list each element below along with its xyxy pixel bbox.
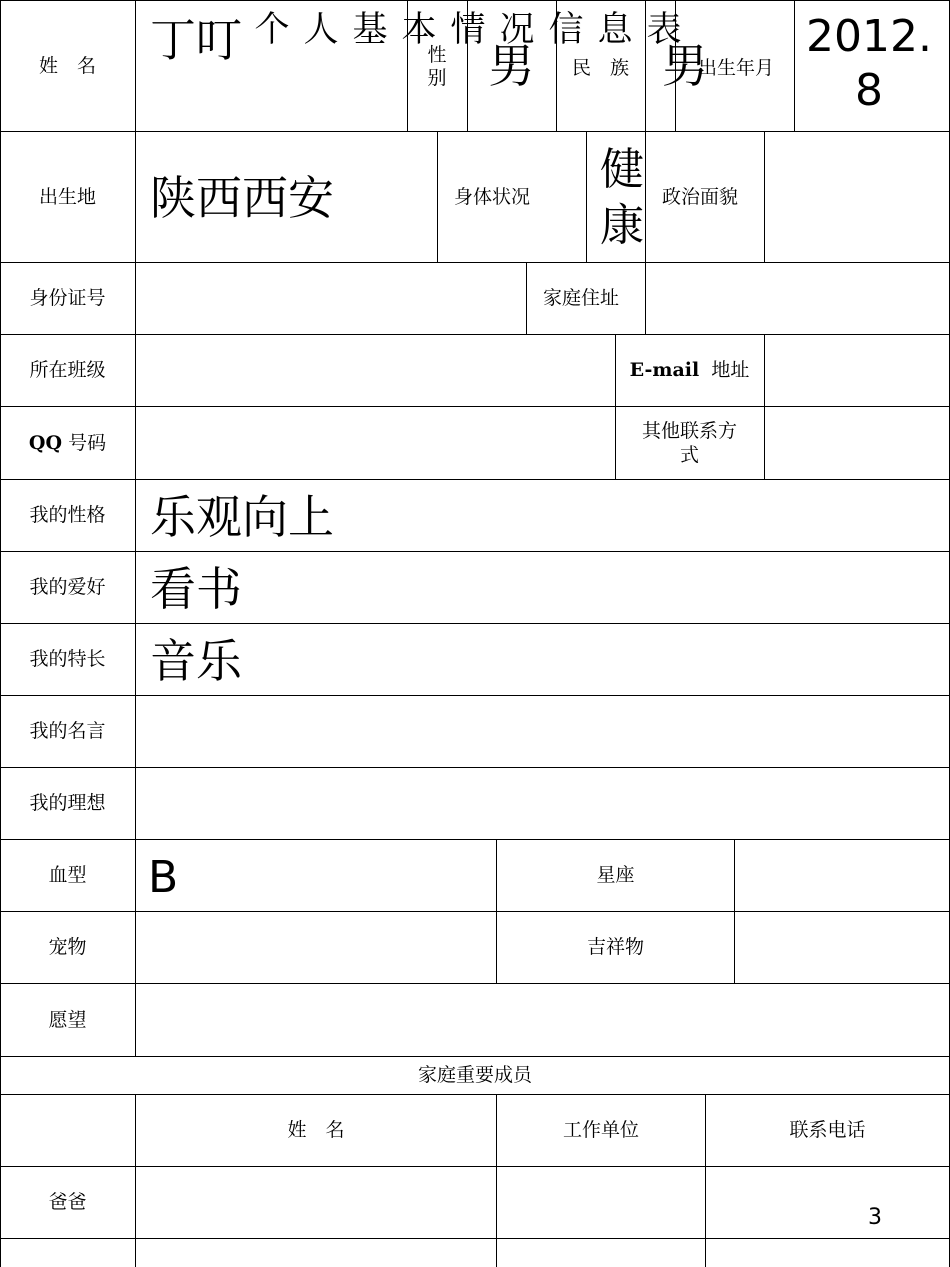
birth-value: 2012. 8 — [806, 11, 932, 116]
dream-value — [150, 767, 940, 839]
qq-label-prefix: QQ — [28, 431, 63, 454]
grid-line — [586, 131, 587, 262]
email-label — [615, 334, 764, 406]
grid-line — [0, 479, 950, 480]
grid-line — [135, 0, 136, 1056]
talent-value: 音乐 — [150, 634, 242, 688]
wish-label: 愿望 — [48, 1008, 87, 1031]
grid-line — [0, 623, 950, 624]
class-value — [136, 334, 615, 406]
grid-line — [0, 551, 950, 552]
health-label: 身体状况 — [453, 185, 530, 208]
ethnicity-value: 男 — [662, 39, 708, 93]
email-label-prefix: E-mail — [629, 359, 700, 381]
grid-line — [0, 1166, 950, 1167]
dream-label: 我的理想 — [29, 792, 106, 814]
talent-label: 我的特长 — [29, 648, 106, 670]
hobby-value: 看书 — [150, 562, 242, 616]
home-address-value — [646, 262, 949, 334]
blood-type-label: 血型 — [48, 864, 87, 886]
family-col-work: 工作单位 — [562, 1119, 639, 1141]
mascot-label: 吉祥物 — [586, 936, 644, 958]
pet-value — [136, 911, 496, 983]
birthplace-value: 陕西西安 — [150, 171, 334, 225]
id-number-label: 身份证号 — [29, 287, 106, 309]
wish-value — [150, 983, 940, 1056]
family-father-label: 爸爸 — [48, 1191, 87, 1213]
family-section-title: 家庭重要成员 — [417, 1064, 532, 1086]
birth-label: 出生年月 — [697, 57, 774, 79]
form-title: 个人基本情况信息表 — [254, 10, 696, 50]
grid-line — [0, 1238, 950, 1239]
class-label: 所在班级 — [29, 359, 106, 381]
zodiac-value — [735, 839, 949, 911]
political-label: 政治面貌 — [661, 185, 738, 208]
mascot-value — [735, 911, 949, 983]
id-number-value — [136, 262, 526, 334]
qq-label-text: 号码 — [68, 431, 107, 454]
family-col-name: 姓 名 — [287, 1119, 345, 1141]
hobby-label: 我的爱好 — [29, 576, 106, 598]
health-value: 健 康 — [600, 144, 644, 251]
motto-value — [150, 695, 940, 767]
family-col-phone: 联系电话 — [789, 1119, 866, 1141]
gender-value: 男 — [488, 39, 535, 93]
grid-line — [0, 0, 950, 1]
home-address-label: 家庭住址 — [542, 287, 619, 309]
ethnicity-label: 民 族 — [571, 57, 629, 79]
birthplace-label: 出生地 — [38, 185, 96, 208]
gender-label: 性 别 — [427, 44, 447, 89]
qq-label — [0, 406, 135, 479]
page-number: 3 — [868, 1205, 882, 1230]
email-value — [765, 334, 949, 406]
personality-value: 乐观向上 — [150, 490, 334, 544]
qq-value — [136, 406, 615, 479]
zodiac-label: 星座 — [596, 864, 635, 886]
name-value: 丁叮 — [150, 13, 242, 67]
other-contact-label: 其他联系方 式 — [641, 419, 737, 466]
pet-label: 宠物 — [48, 936, 87, 958]
political-value — [765, 131, 949, 262]
name-label: 姓 名 — [38, 54, 96, 77]
blood-type-value: B — [148, 852, 179, 903]
motto-label: 我的名言 — [29, 720, 106, 742]
personality-label: 我的性格 — [29, 504, 106, 526]
other-contact-value — [765, 406, 949, 479]
email-label-text: 地址 — [711, 359, 750, 381]
